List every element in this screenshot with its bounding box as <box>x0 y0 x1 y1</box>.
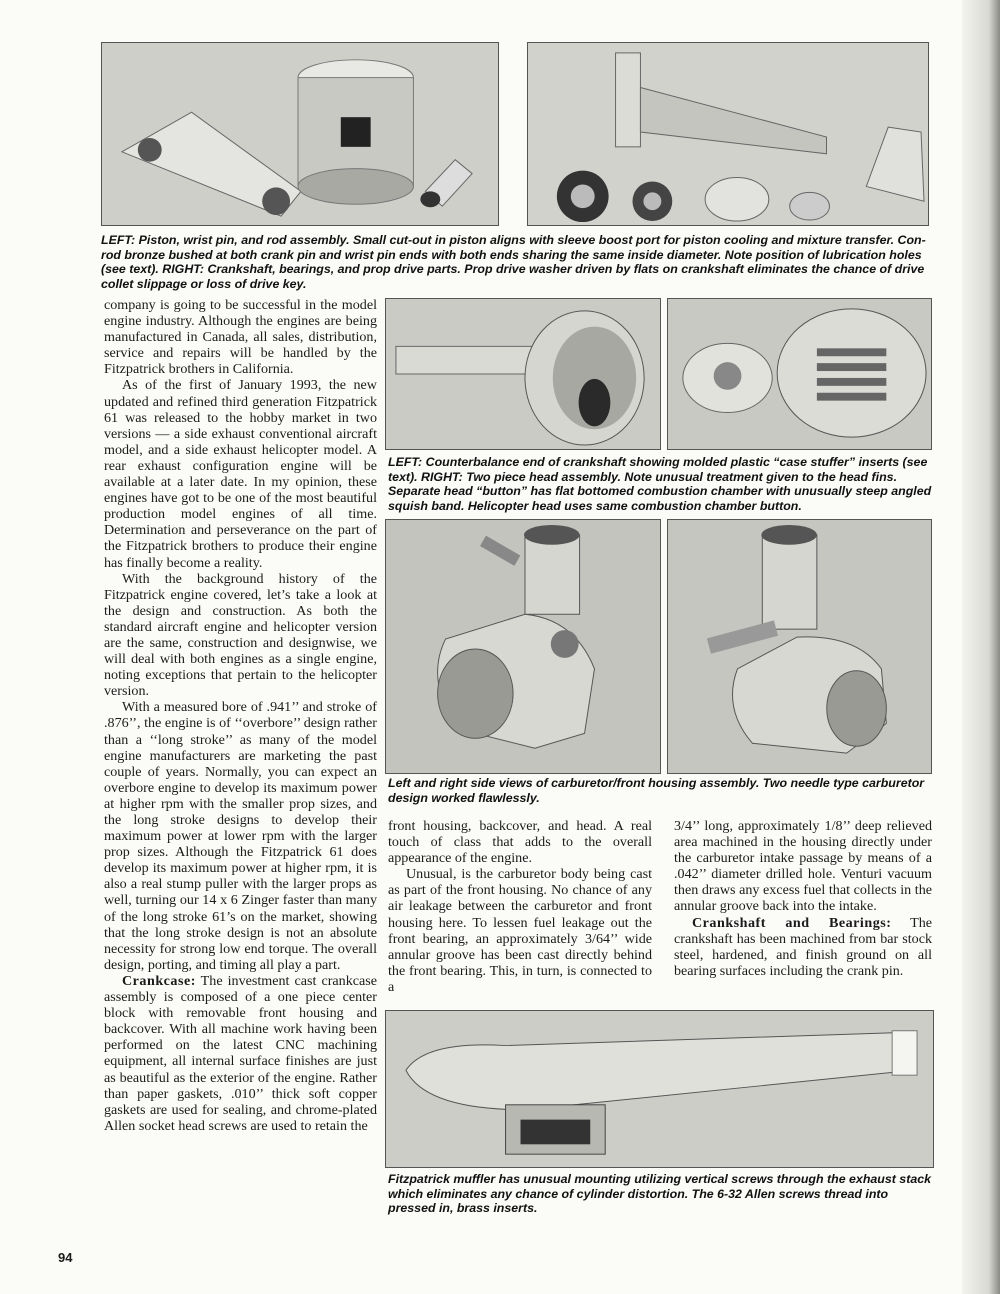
caption-top: LEFT: Piston, wrist pin, and rod assembly. Small cut-out in piston aligns with sleeve boost port for piston cooling and mixture transfer. Con-rod bronze bushed at both crank pin and wrist pin ends with both ends sharing the same inside diameter. Note position of lubrication holes (see text). RIGHT: Crankshaft, bearings, and prop drive parts. Prop drive washer driven by flats on crankshaft eliminates the chance of drive collet slippage or loss of drive key. <box>101 233 926 291</box>
paragraph <box>674 915 932 979</box>
photo-muffler <box>385 1010 934 1168</box>
paragraph: With a measured bore of .941’’ and stroke of .876’’, the engine is of ‘‘overbore’’ design rather than a ‘‘long stroke’’ as many of the model engine manufacturers are marketing the past couple of years. Normally, you can expect an overbore engine to develop its maximum power at higher rpm with the smaller prop sizes, and the long stroke designs to develop their maximum power at lower rpm with the larger prop sizes. Although the Fitzpatrick 61 does develop its maximum power at higher rpm, it is also a real stump puller with the larger props as well, turning our 14 x 6 Zinger faster than many of the long stroke 61’s on the market, showing that the long stroke design is not an absolute necessity for strong low end torque. The overall design, porting, and timing all play a part. <box>104 699 377 973</box>
text-column-2 <box>388 818 652 995</box>
photo-carburetor-left-view <box>385 519 661 774</box>
paragraph-body: The crankshaft has been machined from bar stock steel, hardened, and finish ground on all bearing surfaces including the crank pin. <box>674 914 932 979</box>
paragraph: As of the first of January 1993, the new updated and refined third generation Fitzpatrick 61 was released to the hobby market in two versions — a side exhaust conventional aircraft model, and a side exhaust helicopter model. A rear exhaust configuration engine will be available at a later date. In my opinion, these engines have got to be one of the most beautiful production model engines of all time. Determination and perseverance on the part of the Fitzpatrick brothers to produce their engine has finally become a reality. <box>104 377 377 571</box>
photo-counterbalance-crankshaft <box>385 298 661 450</box>
caption-middle: LEFT: Counterbalance end of crankshaft showing molded plastic “case stuffer” inserts (see text). RIGHT: Two piece head assembly. Note unusual treatment given to the head fins. Separate head “button” has flat bottomed combustion chamber with unusually steep angled squish band. Helicopter head uses same combustion chamber button. <box>388 455 932 513</box>
page-edge-shadow <box>962 0 1000 1294</box>
paragraph: 3/4’’ long, approximately 1/8’’ deep relieved area machined in the housing directly under the carburetor intake passage by means of a .042’’ diameter drilled hole. Venturi vacuum then draws any excess fuel that collects in the annular groove back into the intake. <box>674 818 932 915</box>
paragraph: With the background history of the Fitzpatrick engine covered, let’s take a look at the design and construction. As both the standard aircraft engine and helicopter version are the same, construction and designwise, we will deal with both engines as a single engine, noting exceptions that pertain to the helicopter version. <box>104 570 377 700</box>
text-column-1 <box>104 297 377 1134</box>
caption-muffler: Fitzpatrick muffler has unusual mounting utilizing vertical screws through the exhaust stack which eliminates any chance of cylinder distortion. The 6-32 Allen screws thread into pressed in, brass inserts. <box>388 1172 931 1215</box>
subhead-crankcase: Crankcase: <box>122 972 196 989</box>
subhead-crankshaft-bearings: Crankshaft and Bearings: <box>692 914 892 931</box>
photo-piston-rod-assembly <box>101 42 499 226</box>
caption-carburetor: Left and right side views of carburetor/front housing assembly. Two needle type carburetor design worked flawlessly. <box>388 776 925 805</box>
paragraph: front housing, backcover, and head. A real touch of class that adds to the overall appearance of the engine. <box>388 818 652 867</box>
photo-crankshaft-bearings <box>527 42 929 226</box>
photo-head-assembly <box>667 298 932 450</box>
photo-carburetor-right-view <box>667 519 932 774</box>
text-column-3 <box>674 818 932 979</box>
paragraph: Unusual, is the carburetor body being cast as part of the front housing. No chance of any air leakage between the carburetor and front housing here. To lessen fuel leakage out the front bearing, an approximately 3/64’’ wide annular groove has been cast directly behind the front bearing. This, in turn, is connected to a <box>388 866 652 995</box>
paragraph-body: The investment cast crankcase assembly is composed of a one piece center block with removable front housing and backcover. With all machine work having been performed on the latest CNC machining equipment, all internal surface finishes are just as beautiful as the exterior of the engine. Rather than paper gaskets, .010’’ thick soft copper gaskets are used for sealing, and chrome-plated Allen socket head screws are used to retain the <box>104 972 377 1134</box>
paragraph: company is going to be successful in the model engine industry. Although the engines are being manufactured in Canada, all sales, distribution, service and repairs will be handled by the Fitzpatrick brothers in California. <box>104 297 377 378</box>
page-number: 94 <box>58 1250 73 1265</box>
paragraph <box>104 973 377 1134</box>
